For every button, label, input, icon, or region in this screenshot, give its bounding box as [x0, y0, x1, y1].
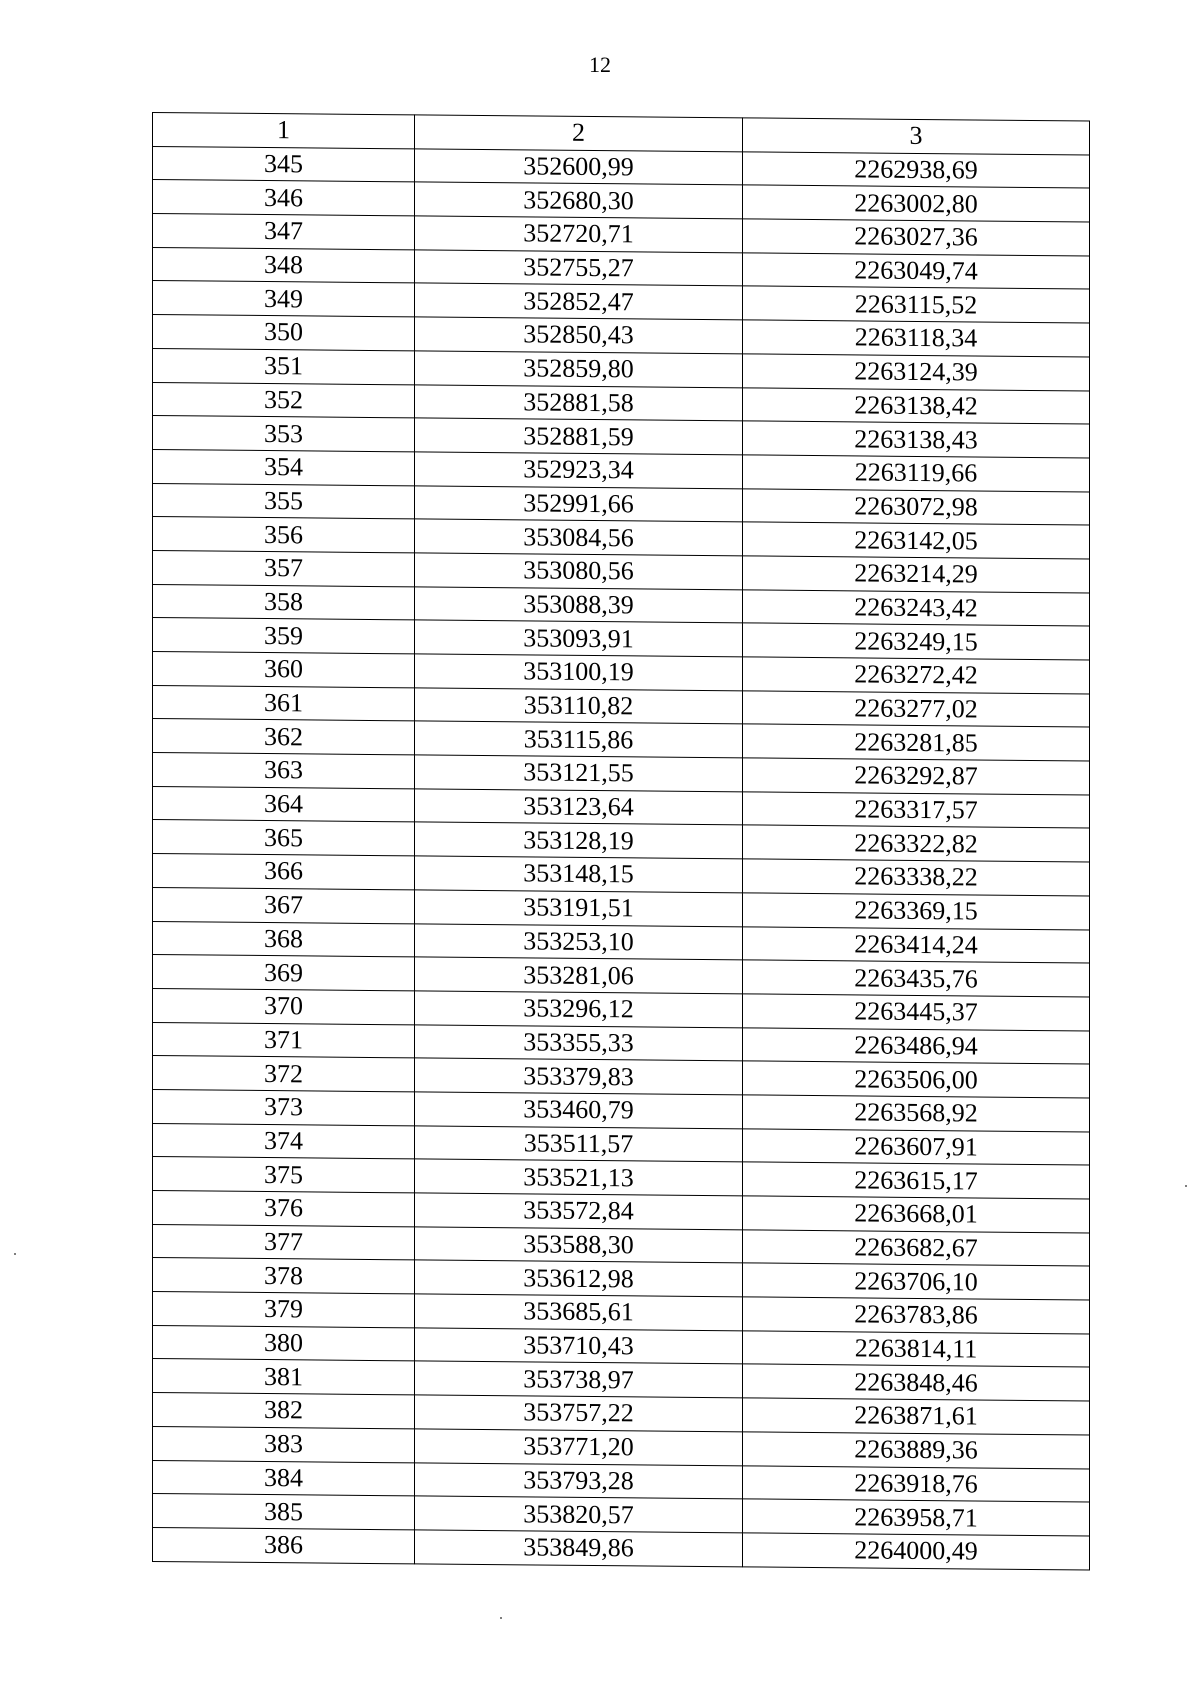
- x-coordinate-cell: 353128,19: [415, 822, 743, 859]
- point-number-cell: 352: [153, 382, 415, 418]
- point-number-cell: 363: [153, 753, 415, 789]
- x-coordinate-cell: 352680,30: [415, 182, 743, 219]
- y-coordinate-cell: 2263214,29: [743, 556, 1090, 593]
- x-coordinate-cell: 353820,57: [415, 1496, 743, 1533]
- x-coordinate-cell: 353110,82: [415, 688, 743, 725]
- table-row: [153, 1527, 1090, 1569]
- x-coordinate-cell: 353296,12: [415, 991, 743, 1028]
- y-coordinate-cell: 2263272,42: [743, 657, 1090, 694]
- point-number-cell: 367: [153, 887, 415, 923]
- x-coordinate-cell: 353253,10: [415, 923, 743, 960]
- x-coordinate-cell: 353771,20: [415, 1429, 743, 1466]
- x-coordinate-cell: 352720,71: [415, 216, 743, 253]
- point-number-cell: 378: [153, 1258, 415, 1294]
- x-coordinate-cell: 353093,91: [415, 620, 743, 657]
- point-number-cell: 365: [153, 820, 415, 856]
- x-coordinate-cell: 353849,86: [415, 1530, 743, 1567]
- y-coordinate-cell: 2263249,15: [743, 623, 1090, 660]
- y-coordinate-cell: 2263706,10: [743, 1263, 1090, 1300]
- point-number-cell: 368: [153, 921, 415, 957]
- x-coordinate-cell: 353511,57: [415, 1126, 743, 1163]
- y-coordinate-cell: 2263668,01: [743, 1196, 1090, 1233]
- y-coordinate-cell: 2263002,80: [743, 185, 1090, 222]
- x-coordinate-cell: 353084,56: [415, 519, 743, 556]
- point-number-cell: 362: [153, 719, 415, 755]
- x-coordinate-cell: 353148,15: [415, 856, 743, 893]
- scan-speck: [500, 1617, 502, 1619]
- x-coordinate-cell: 353685,61: [415, 1294, 743, 1331]
- x-coordinate-cell: 352923,34: [415, 452, 743, 489]
- point-number-cell: 371: [153, 1022, 415, 1058]
- x-coordinate-cell: 352991,66: [415, 485, 743, 522]
- x-coordinate-cell: 353793,28: [415, 1462, 743, 1499]
- point-number-cell: 351: [153, 348, 415, 384]
- point-number-cell: 366: [153, 854, 415, 890]
- x-coordinate-cell: 353088,39: [415, 587, 743, 624]
- x-coordinate-cell: 352600,99: [415, 149, 743, 186]
- y-coordinate-cell: 2263848,46: [743, 1364, 1090, 1401]
- x-coordinate-cell: 353588,30: [415, 1227, 743, 1264]
- y-coordinate-cell: 2263506,00: [743, 1061, 1090, 1098]
- x-coordinate-cell: 353191,51: [415, 890, 743, 927]
- x-coordinate-cell: 352859,80: [415, 351, 743, 388]
- x-coordinate-cell: 352881,59: [415, 418, 743, 455]
- point-number-cell: 372: [153, 1056, 415, 1092]
- y-coordinate-cell: 2263115,52: [743, 286, 1090, 323]
- y-coordinate-cell: 2263277,02: [743, 691, 1090, 728]
- y-coordinate-cell: 2263607,91: [743, 1128, 1090, 1165]
- x-coordinate-cell: 353460,79: [415, 1092, 743, 1129]
- y-coordinate-cell: 2263142,05: [743, 522, 1090, 559]
- point-number-cell: 380: [153, 1325, 415, 1361]
- point-number-cell: 385: [153, 1494, 415, 1530]
- y-coordinate-cell: 2263435,76: [743, 960, 1090, 997]
- x-coordinate-cell: 353738,97: [415, 1361, 743, 1398]
- y-coordinate-cell: 2263119,66: [743, 455, 1090, 492]
- y-coordinate-cell: 2263281,85: [743, 724, 1090, 761]
- y-coordinate-cell: 2262938,69: [743, 152, 1090, 189]
- y-coordinate-cell: 2263783,86: [743, 1297, 1090, 1334]
- y-coordinate-cell: 2263682,67: [743, 1230, 1090, 1267]
- point-number-cell: 374: [153, 1123, 415, 1159]
- point-number-cell: 370: [153, 988, 415, 1024]
- y-coordinate-cell: 2263027,36: [743, 219, 1090, 256]
- y-coordinate-cell: 2263292,87: [743, 758, 1090, 795]
- x-coordinate-cell: 352850,43: [415, 317, 743, 354]
- y-coordinate-cell: 2263138,42: [743, 387, 1090, 424]
- table-body: [153, 146, 1090, 1569]
- point-number-cell: 377: [153, 1224, 415, 1260]
- y-coordinate-cell: 2263243,42: [743, 589, 1090, 626]
- point-number-cell: 345: [153, 146, 415, 182]
- x-coordinate-cell: 353355,33: [415, 1024, 743, 1061]
- x-coordinate-cell: 353379,83: [415, 1058, 743, 1095]
- y-coordinate-cell: 2263889,36: [743, 1432, 1090, 1469]
- point-number-cell: 382: [153, 1393, 415, 1429]
- column-header-1: 1: [153, 113, 415, 149]
- point-number-cell: 346: [153, 180, 415, 216]
- y-coordinate-cell: 2263317,57: [743, 792, 1090, 829]
- point-number-cell: 361: [153, 685, 415, 721]
- point-number-cell: 357: [153, 550, 415, 586]
- y-coordinate-cell: 2263445,37: [743, 994, 1090, 1031]
- y-coordinate-cell: 2263322,82: [743, 825, 1090, 862]
- y-coordinate-cell: 2263369,15: [743, 893, 1090, 930]
- scan-speck: [1185, 1185, 1187, 1187]
- y-coordinate-cell: 2263615,17: [743, 1162, 1090, 1199]
- y-coordinate-cell: 2263138,43: [743, 421, 1090, 458]
- y-coordinate-cell: 2263958,71: [743, 1499, 1090, 1536]
- y-coordinate-cell: 2263871,61: [743, 1398, 1090, 1435]
- y-coordinate-cell: 2263124,39: [743, 354, 1090, 391]
- x-coordinate-cell: 353572,84: [415, 1193, 743, 1230]
- point-number-cell: 364: [153, 786, 415, 822]
- column-header-3: 3: [743, 118, 1090, 155]
- point-number-cell: 353: [153, 416, 415, 452]
- x-coordinate-cell: 353281,06: [415, 957, 743, 994]
- y-coordinate-cell: 2263918,76: [743, 1465, 1090, 1502]
- y-coordinate-cell: 2263568,92: [743, 1095, 1090, 1132]
- x-coordinate-cell: 353757,22: [415, 1395, 743, 1432]
- coordinates-table: [152, 112, 1090, 1570]
- point-number-cell: 360: [153, 652, 415, 688]
- point-number-cell: 356: [153, 517, 415, 553]
- x-coordinate-cell: 353710,43: [415, 1328, 743, 1365]
- point-number-cell: 359: [153, 618, 415, 654]
- point-number-cell: 350: [153, 315, 415, 351]
- scan-speck: [14, 1253, 16, 1255]
- x-coordinate-cell: 352881,58: [415, 384, 743, 421]
- x-coordinate-cell: 353521,13: [415, 1159, 743, 1196]
- y-coordinate-cell: 2263049,74: [743, 253, 1090, 290]
- point-number-cell: 358: [153, 584, 415, 620]
- point-number-cell: 348: [153, 247, 415, 283]
- y-coordinate-cell: 2263072,98: [743, 488, 1090, 525]
- x-coordinate-cell: 353080,56: [415, 553, 743, 590]
- x-coordinate-cell: 353115,86: [415, 721, 743, 758]
- y-coordinate-cell: 2264000,49: [743, 1533, 1090, 1570]
- x-coordinate-cell: 353123,64: [415, 789, 743, 826]
- y-coordinate-cell: 2263338,22: [743, 859, 1090, 896]
- x-coordinate-cell: 353612,98: [415, 1260, 743, 1297]
- page-number: 12: [589, 52, 611, 77]
- point-number-cell: 379: [153, 1292, 415, 1328]
- x-coordinate-cell: 353100,19: [415, 654, 743, 691]
- x-coordinate-cell: 352852,47: [415, 283, 743, 320]
- point-number-cell: 349: [153, 281, 415, 317]
- point-number-cell: 376: [153, 1191, 415, 1227]
- y-coordinate-cell: 2263814,11: [743, 1331, 1090, 1368]
- y-coordinate-cell: 2263118,34: [743, 320, 1090, 357]
- point-number-cell: 386: [153, 1527, 415, 1563]
- point-number-cell: 347: [153, 214, 415, 250]
- point-number-cell: 383: [153, 1426, 415, 1462]
- point-number-cell: 369: [153, 955, 415, 991]
- point-number-cell: 373: [153, 1089, 415, 1125]
- point-number-cell: 384: [153, 1460, 415, 1496]
- point-number-cell: 375: [153, 1157, 415, 1193]
- point-number-cell: 354: [153, 449, 415, 485]
- y-coordinate-cell: 2263414,24: [743, 926, 1090, 963]
- point-number-cell: 381: [153, 1359, 415, 1395]
- point-number-cell: 355: [153, 483, 415, 519]
- y-coordinate-cell: 2263486,94: [743, 1027, 1090, 1064]
- x-coordinate-cell: 353121,55: [415, 755, 743, 792]
- x-coordinate-cell: 352755,27: [415, 250, 743, 287]
- column-header-2: 2: [415, 115, 743, 152]
